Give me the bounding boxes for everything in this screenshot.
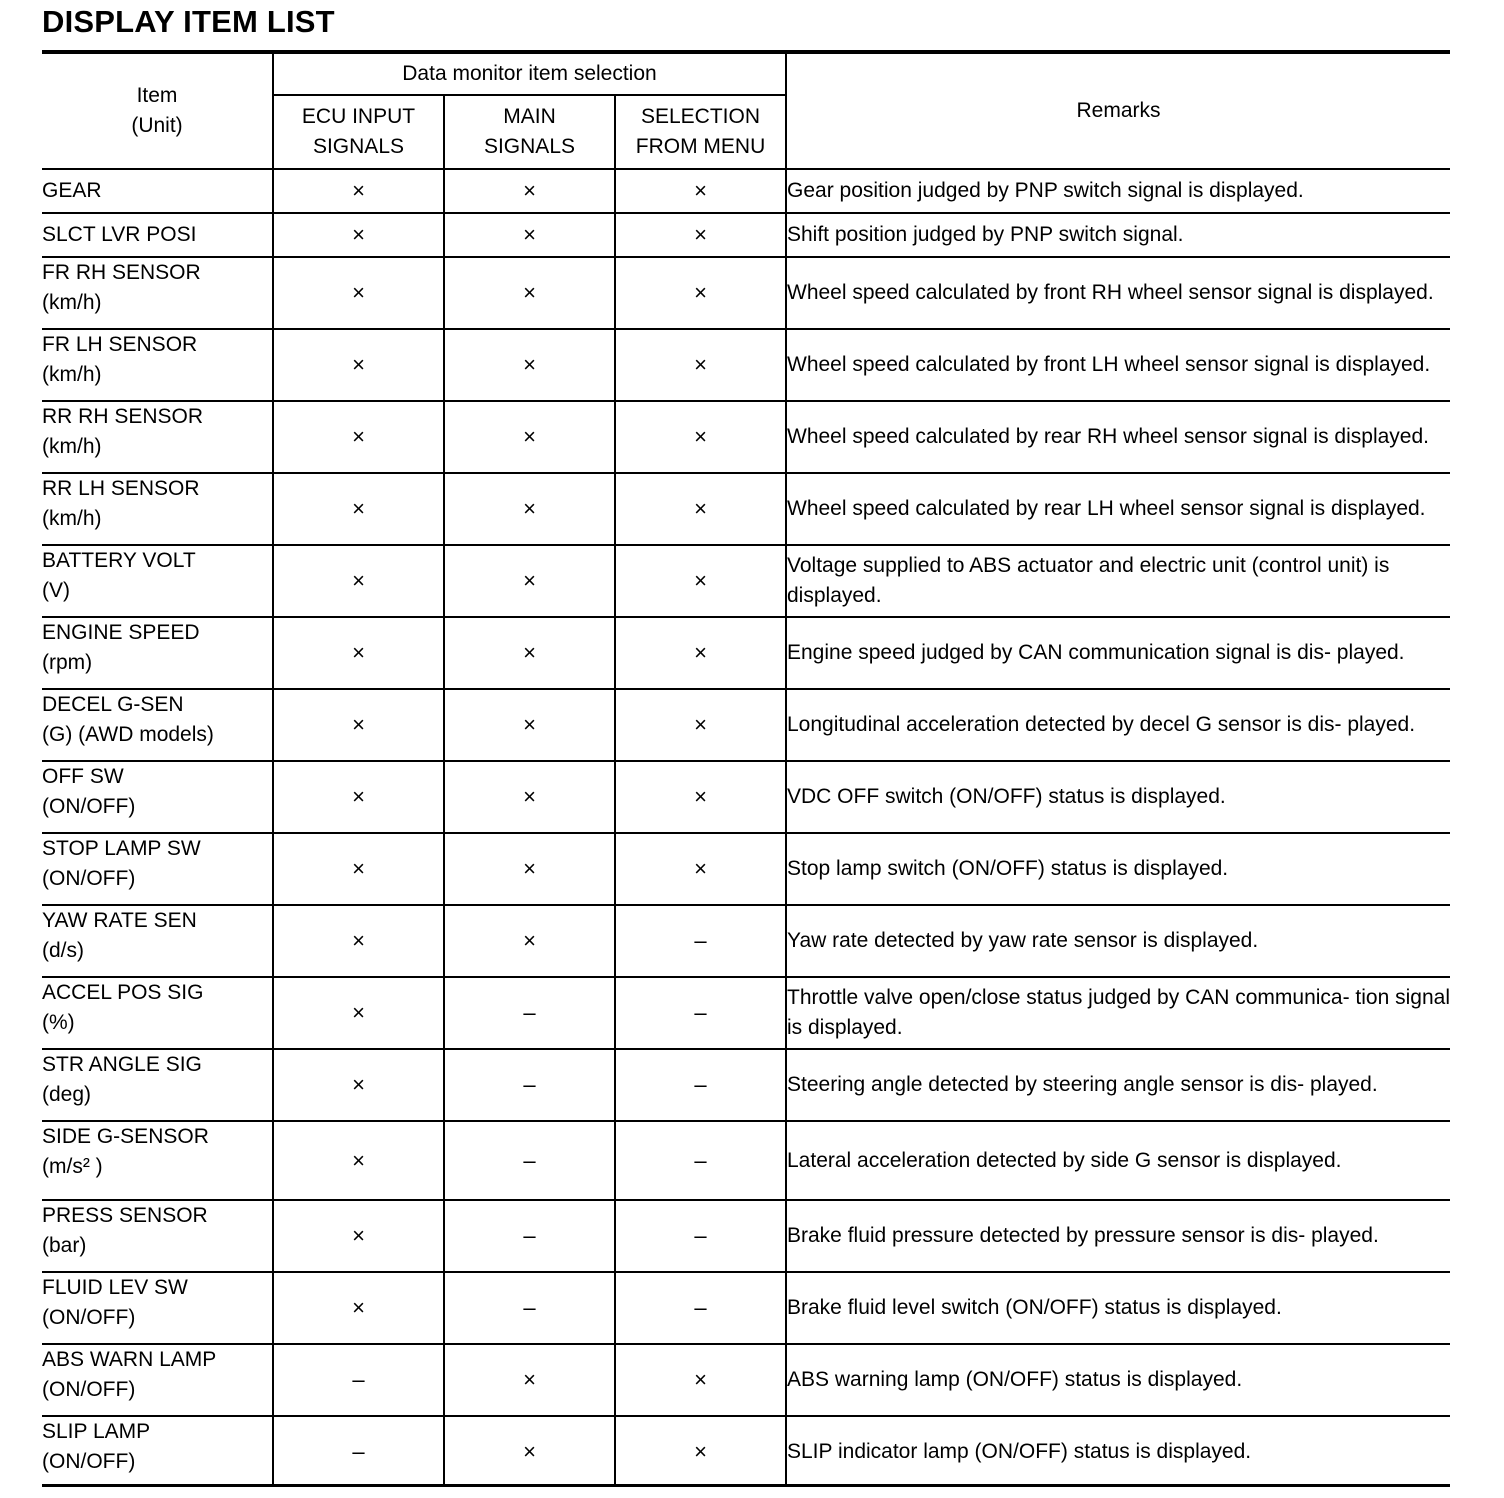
- item-cell: [42, 1416, 273, 1487]
- item-unit: (G) (AWD models): [42, 723, 214, 746]
- item-unit: (%): [42, 1011, 75, 1034]
- selection-menu-mark: ×: [615, 545, 786, 617]
- ecu-input-mark: ×: [273, 833, 444, 905]
- main-signals-mark: ×: [444, 761, 615, 833]
- item-unit: (m/s² ): [42, 1155, 103, 1178]
- selection-menu-mark: –: [615, 905, 786, 977]
- main-signals-mark: ×: [444, 473, 615, 545]
- remarks-cell: Yaw rate detected by yaw rate sensor is displayed.: [786, 905, 1450, 977]
- selection-menu-mark: –: [615, 1200, 786, 1272]
- ecu-input-mark: –: [273, 1344, 444, 1416]
- main-signals-mark: –: [444, 977, 615, 1049]
- item-cell: [42, 905, 273, 977]
- ecu-input-mark: ×: [273, 1049, 444, 1121]
- item-name: YAW RATE SEN: [42, 909, 197, 932]
- item-name: ACCEL POS SIG: [42, 981, 204, 1004]
- main-signals-mark: –: [444, 1049, 615, 1121]
- selection-menu-mark: ×: [615, 761, 786, 833]
- item-unit: (deg): [42, 1083, 92, 1106]
- remarks-cell: SLIP indicator lamp (ON/OFF) status is displayed.: [786, 1416, 1450, 1487]
- table-row: [42, 761, 1450, 833]
- remarks-cell: Wheel speed calculated by front LH wheel sensor signal is displayed.: [786, 329, 1450, 401]
- remarks-cell: Brake fluid level switch (ON/OFF) status is displayed.: [786, 1272, 1450, 1344]
- table-row: [42, 473, 1450, 545]
- ecu-input-mark: ×: [273, 169, 444, 213]
- ecu-input-mark: ×: [273, 761, 444, 833]
- main-signals-mark: ×: [444, 329, 615, 401]
- item-name: GEAR: [42, 179, 102, 202]
- ecu-input-mark: ×: [273, 977, 444, 1049]
- item-cell: [42, 473, 273, 545]
- header-ecu-line1: ECU INPUT: [301, 105, 416, 128]
- main-signals-mark: ×: [444, 545, 615, 617]
- item-cell: [42, 169, 273, 213]
- remarks-cell: Brake fluid pressure detected by pressure sensor is dis- played.: [786, 1200, 1450, 1272]
- table-row: [42, 169, 1450, 213]
- header-unit-label: (Unit): [131, 114, 183, 137]
- item-name: FR LH SENSOR: [42, 333, 198, 356]
- main-signals-mark: ×: [444, 257, 615, 329]
- table-row: [42, 1049, 1450, 1121]
- item-unit: (km/h): [42, 363, 102, 386]
- item-unit: (km/h): [42, 435, 102, 458]
- item-cell: [42, 329, 273, 401]
- remarks-cell: Steering angle detected by steering angle sensor is dis- played.: [786, 1049, 1450, 1121]
- item-unit: (V): [42, 579, 70, 602]
- item-cell: [42, 1272, 273, 1344]
- ecu-input-mark: ×: [273, 1121, 444, 1200]
- header-main-signals: [444, 95, 615, 169]
- item-name: DECEL G-SEN: [42, 693, 184, 716]
- table-row: [42, 1121, 1450, 1200]
- item-cell: [42, 257, 273, 329]
- item-cell: [42, 1049, 273, 1121]
- bottom-rule: [42, 1484, 1450, 1487]
- header-data-monitor-selection: Data monitor item selection: [273, 54, 786, 95]
- selection-menu-mark: ×: [615, 833, 786, 905]
- remarks-cell: Wheel speed calculated by rear RH wheel sensor signal is displayed.: [786, 401, 1450, 473]
- remarks-cell: Engine speed judged by CAN communication signal is dis- played.: [786, 617, 1450, 689]
- selection-menu-mark: –: [615, 1272, 786, 1344]
- item-cell: [42, 213, 273, 257]
- ecu-input-mark: ×: [273, 617, 444, 689]
- item-unit: (d/s): [42, 939, 84, 962]
- selection-menu-mark: ×: [615, 213, 786, 257]
- item-cell: [42, 689, 273, 761]
- item-name: ENGINE SPEED: [42, 621, 200, 644]
- main-signals-mark: ×: [444, 1344, 615, 1416]
- remarks-cell: Stop lamp switch (ON/OFF) status is displayed.: [786, 833, 1450, 905]
- table-row: [42, 329, 1450, 401]
- item-cell: [42, 833, 273, 905]
- selection-menu-mark: ×: [615, 329, 786, 401]
- main-signals-mark: ×: [444, 169, 615, 213]
- remarks-cell: VDC OFF switch (ON/OFF) status is displayed.: [786, 761, 1450, 833]
- main-signals-mark: ×: [444, 689, 615, 761]
- table-row: [42, 905, 1450, 977]
- header-item-label: Item: [136, 84, 178, 107]
- remarks-cell: ABS warning lamp (ON/OFF) status is displayed.: [786, 1344, 1450, 1416]
- item-cell: [42, 977, 273, 1049]
- ecu-input-mark: ×: [273, 401, 444, 473]
- selection-menu-mark: ×: [615, 257, 786, 329]
- remarks-cell: Shift position judged by PNP switch signal.: [786, 213, 1450, 257]
- ecu-input-mark: ×: [273, 213, 444, 257]
- table-row: [42, 1344, 1450, 1416]
- selection-menu-mark: ×: [615, 1416, 786, 1487]
- item-name: STOP LAMP SW: [42, 837, 201, 860]
- remarks-cell: Wheel speed calculated by front RH wheel sensor signal is displayed.: [786, 257, 1450, 329]
- item-name: FLUID LEV SW: [42, 1276, 188, 1299]
- selection-menu-mark: ×: [615, 1344, 786, 1416]
- page-title: DISPLAY ITEM LIST: [42, 4, 335, 39]
- item-unit: (rpm): [42, 651, 93, 674]
- table-row: [42, 1272, 1450, 1344]
- display-item-table: [42, 54, 1450, 1487]
- item-name: BATTERY VOLT: [42, 549, 196, 572]
- ecu-input-mark: ×: [273, 473, 444, 545]
- selection-menu-mark: –: [615, 1049, 786, 1121]
- ecu-input-mark: ×: [273, 1200, 444, 1272]
- remarks-cell: Wheel speed calculated by rear LH wheel sensor signal is displayed.: [786, 473, 1450, 545]
- table-row: [42, 617, 1450, 689]
- table-row: [42, 977, 1450, 1049]
- item-cell: [42, 761, 273, 833]
- item-name: FR RH SENSOR: [42, 261, 201, 284]
- item-cell: [42, 617, 273, 689]
- item-name: ABS WARN LAMP: [42, 1348, 217, 1371]
- item-unit: (ON/OFF): [42, 1378, 136, 1401]
- selection-menu-mark: ×: [615, 401, 786, 473]
- item-name: SLIP LAMP: [42, 1420, 151, 1443]
- ecu-input-mark: –: [273, 1416, 444, 1487]
- item-cell: [42, 545, 273, 617]
- table-row: [42, 545, 1450, 617]
- main-signals-mark: ×: [444, 401, 615, 473]
- selection-menu-mark: –: [615, 977, 786, 1049]
- item-unit: (ON/OFF): [42, 1450, 136, 1473]
- main-signals-mark: ×: [444, 213, 615, 257]
- header-menu-line1: SELECTION: [640, 105, 761, 128]
- table-row: [42, 401, 1450, 473]
- main-signals-mark: ×: [444, 617, 615, 689]
- remarks-cell: Longitudinal acceleration detected by decel G sensor is dis- played.: [786, 689, 1450, 761]
- item-cell: [42, 1121, 273, 1200]
- table-row: [42, 1416, 1450, 1487]
- main-signals-mark: –: [444, 1200, 615, 1272]
- header-remarks: Remarks: [786, 54, 1450, 169]
- selection-menu-mark: ×: [615, 617, 786, 689]
- item-cell: [42, 1344, 273, 1416]
- item-cell: [42, 401, 273, 473]
- item-unit: (ON/OFF): [42, 867, 136, 890]
- header-main-line2: SIGNALS: [483, 135, 576, 158]
- table-row: [42, 257, 1450, 329]
- header-ecu-input-signals: [273, 95, 444, 169]
- table-row: [42, 1200, 1450, 1272]
- item-unit: (km/h): [42, 291, 102, 314]
- item-name: OFF SW: [42, 765, 124, 788]
- header-menu-line2: FROM MENU: [635, 135, 766, 158]
- main-signals-mark: ×: [444, 833, 615, 905]
- main-signals-mark: –: [444, 1121, 615, 1200]
- main-signals-mark: ×: [444, 1416, 615, 1487]
- item-cell: [42, 1200, 273, 1272]
- ecu-input-mark: ×: [273, 545, 444, 617]
- item-name: STR ANGLE SIG: [42, 1053, 202, 1076]
- header-main-line1: MAIN: [503, 105, 556, 128]
- item-name: SLCT LVR POSI: [42, 223, 197, 246]
- main-signals-mark: –: [444, 1272, 615, 1344]
- remarks-cell: Throttle valve open/close status judged by CAN communica- tion signal is displayed.: [786, 977, 1450, 1049]
- selection-menu-mark: –: [615, 1121, 786, 1200]
- table-row: [42, 213, 1450, 257]
- selection-menu-mark: ×: [615, 473, 786, 545]
- item-name: RR LH SENSOR: [42, 477, 200, 500]
- table-row: [42, 689, 1450, 761]
- item-name: PRESS SENSOR: [42, 1204, 208, 1227]
- ecu-input-mark: ×: [273, 257, 444, 329]
- selection-menu-mark: ×: [615, 169, 786, 213]
- item-unit: (bar): [42, 1234, 87, 1257]
- table-row: [42, 833, 1450, 905]
- ecu-input-mark: ×: [273, 905, 444, 977]
- item-name: RR RH SENSOR: [42, 405, 204, 428]
- remarks-cell: Lateral acceleration detected by side G sensor is displayed.: [786, 1121, 1450, 1200]
- item-name: SIDE G-SENSOR: [42, 1125, 209, 1148]
- main-signals-mark: ×: [444, 905, 615, 977]
- header-ecu-line2: SIGNALS: [312, 135, 405, 158]
- item-unit: (ON/OFF): [42, 1306, 136, 1329]
- selection-menu-mark: ×: [615, 689, 786, 761]
- ecu-input-mark: ×: [273, 689, 444, 761]
- item-unit: (km/h): [42, 507, 102, 530]
- header-item: [42, 54, 273, 169]
- remarks-cell: Gear position judged by PNP switch signal is displayed.: [786, 169, 1450, 213]
- item-unit: (ON/OFF): [42, 795, 136, 818]
- remarks-cell: Voltage supplied to ABS actuator and electric unit (control unit) is displayed.: [786, 545, 1450, 617]
- header-selection-from-menu: [615, 95, 786, 169]
- ecu-input-mark: ×: [273, 329, 444, 401]
- ecu-input-mark: ×: [273, 1272, 444, 1344]
